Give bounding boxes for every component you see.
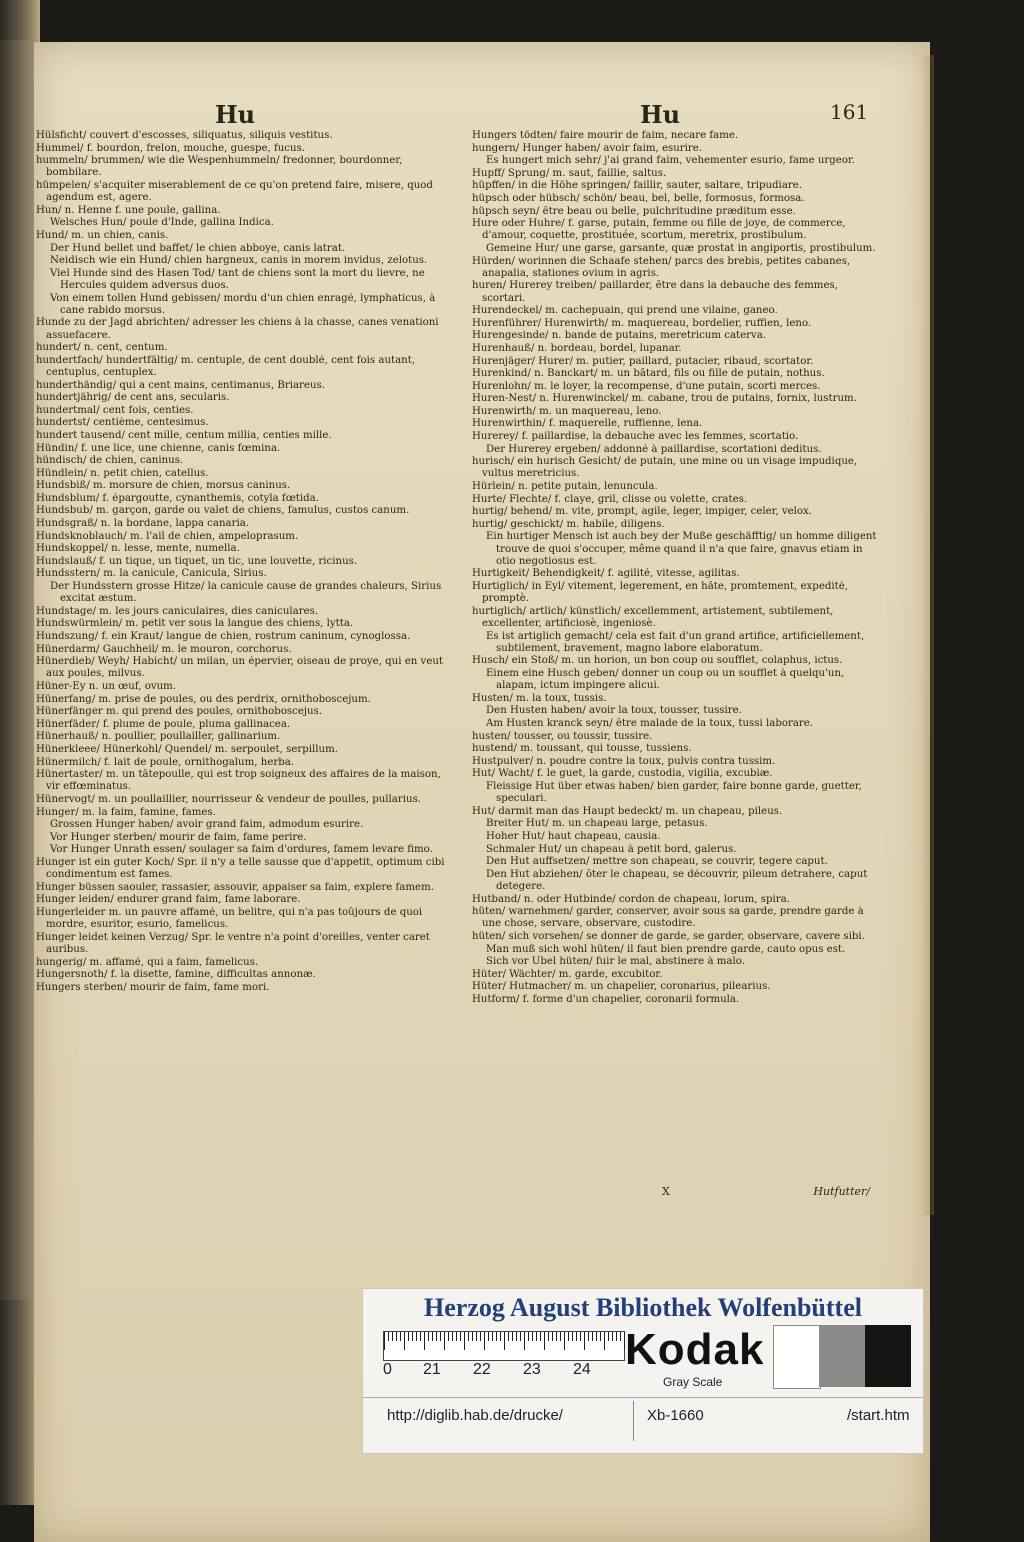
ruler-tick: [524, 1332, 525, 1350]
dictionary-entry: hundertmal/ cent fois, centies.: [36, 404, 194, 416]
dictionary-entry: Von einem tollen Hund gebissen/ mordu d'un chien enragé, lymphaticus, à cane rabido morsus.: [50, 292, 436, 316]
dictionary-entry: Hünervogt/ m. un poullaillier, nourrisseur & vendeur de poulles, pullarius.: [36, 793, 422, 805]
ruler-tick: [528, 1332, 529, 1341]
dictionary-entry: Hürlein/ n. petite putain, lenuncula.: [472, 481, 658, 493]
dictionary-entry: Hüter/ Hutmacher/ m. un chapelier, coronarius, pilearius.: [472, 981, 771, 993]
dictionary-entry: Hurenwirthin/ f. maquerelle, ruffienne, lena.: [472, 418, 703, 430]
dictionary-entry: Es ist artiglich gemacht/ cela est fait d'un grand artifice, artificiellement, subtilement, bravement, magno labore elaboratum.: [486, 630, 865, 654]
ruler-tick: [540, 1332, 541, 1341]
dictionary-entry: hundert/ n. cent, centum.: [36, 342, 168, 354]
dictionary-entry: hurtig/ behend/ m. vite, prompt, agile, leger, impiger, celer, velox.: [472, 506, 813, 518]
ruler-tick: [568, 1332, 569, 1341]
dictionary-entry: Hünerhauß/ n. poullier, poullailler, gallinarium.: [36, 731, 281, 743]
dictionary-entry: Hutform/ f. forme d'un chapelier, coronarii formula.: [472, 993, 740, 1005]
ruler-tick: [612, 1332, 613, 1341]
dictionary-entry: Hurenführer/ Hurenwirth/ m. maquereau, bordelier, ruffien, leno.: [472, 317, 812, 329]
ruler-tick: [608, 1332, 609, 1341]
dictionary-entry: Fleissige Hut über etwas haben/ bien garder, faire bonne garde, guetter, speculari.: [486, 780, 862, 805]
ruler-tick: [616, 1332, 617, 1341]
ruler-tick: [408, 1332, 409, 1341]
dictionary-entry: hustend/ m. toussant, qui tousse, tussiens.: [472, 743, 692, 755]
dictionary-entry: hundertjährig/ de cent ans, secularis.: [36, 392, 230, 404]
dictionary-entry: Hutband/ n. oder Hutbinde/ cordon de chapeau, lorum, spira.: [472, 893, 790, 905]
dictionary-entry: Vor Hunger sterben/ mourir de faim, fame perire.: [50, 831, 307, 843]
dictionary-entry: Hündin/ f. une lice, une chienne, canis fœmina.: [36, 442, 281, 454]
dictionary-entry: husten/ tousser, ou toussir, tussire.: [472, 730, 653, 742]
left-column: [36, 130, 456, 994]
ruler-tick: [600, 1332, 601, 1341]
dictionary-entry: Breiter Hut/ m. un chapeau large, petasus.: [486, 818, 708, 830]
dictionary-entry: Hünerdieb/ Weyh/ Habicht/ un milan, un épervier, oiseau de proye, qui en veut aux poules, milvus.: [36, 656, 444, 680]
dictionary-entry: Hure oder Huhre/ f. garse, putain, femme ou fille de joye, de commerce, d'amour, coquette, prostituée, scortum, meretrix, prostibulum.: [472, 218, 846, 242]
dictionary-entry: Der Hundsstern grosse Hitze/ la canicule cause de grandes chaleurs, Sirius excitat æstum.: [50, 581, 442, 605]
ruler-tick: [564, 1332, 565, 1350]
dictionary-entry: Sich vor Ubel hüten/ fuir le mal, abstinere à malo.: [486, 956, 745, 968]
dictionary-entry: Hustpulver/ n. poudre contre la toux, pulvis contra tussim.: [472, 755, 776, 767]
dictionary-entry: Hürden/ worinnen die Schaafe stehen/ parcs des brebis, petites cabanes, anapalia, stationes ovium in agris.: [472, 255, 851, 279]
dictionary-entry: Hundsgraß/ n. la bordane, lappa canaria.: [36, 518, 250, 530]
ruler-tick: [556, 1332, 557, 1341]
dictionary-entry: Hunger/ m. la faim, famine, fames.: [36, 806, 216, 818]
header-left-word: Hu: [215, 100, 256, 129]
dictionary-entry: hüten/ warnehmen/ garder, conserver, avoir sous sa garde, prendre garde à une chose, servare, observare, custodire.: [472, 906, 864, 930]
dictionary-entry: Hoher Hut/ haut chapeau, causia.: [486, 830, 661, 842]
dictionary-entry: Hund/ m. un chien, canis.: [36, 229, 169, 241]
ruler-tick: [484, 1332, 485, 1350]
gray-swatch-black: [865, 1325, 911, 1387]
dictionary-entry: Hünerfänger m. qui prend des poules, ornithoboscejus.: [36, 706, 323, 718]
start-path: /start.htm: [847, 1407, 910, 1424]
ruler-tick: [520, 1332, 521, 1341]
dictionary-entry: Hundszung/ f. ein Kraut/ langue de chien, rostrum caninum, cynoglossa.: [36, 631, 411, 643]
dictionary-entry: Hurenwirth/ m. un maquereau, leno.: [472, 405, 662, 417]
ruler-tick: [420, 1332, 421, 1341]
dictionary-entry: Husten/ m. la toux, tussis.: [472, 692, 607, 704]
catchword: Hutfutter/: [813, 1185, 870, 1198]
dictionary-entry: Hünermilch/ f. lait de poule, ornithogalum, herba.: [36, 756, 295, 768]
dictionary-entry: Hun/ n. Henne f. une poule, gallina.: [36, 204, 221, 216]
ruler-tick: [480, 1332, 481, 1341]
dictionary-entry: Der Hund bellet und baffet/ le chien abboye, canis latrat.: [50, 242, 346, 254]
gray-swatch-white: [773, 1325, 821, 1389]
dictionary-entry: hüpsch seyn/ être beau ou belle, pulchritudine præditum esse.: [472, 205, 796, 217]
ruler-tick: [496, 1332, 497, 1341]
library-url: http://diglib.hab.de/drucke/: [387, 1407, 563, 1424]
dictionary-entry: Hundslauß/ f. un tique, un tiquet, un tic, une louvette, ricinus.: [36, 555, 358, 567]
dictionary-entry: hummeln/ brummen/ wie die Wespenhummeln/ fredonner, bourdonner, bombilare.: [36, 155, 403, 179]
ruler-tick: [592, 1332, 593, 1341]
ruler-number: 0: [383, 1361, 392, 1378]
dictionary-entry: Einem eine Husch geben/ donner un coup ou un soufflet à quelqu'un, alapam, ictum impingere alicui.: [486, 668, 845, 692]
dictionary-entry: Hünerfang/ m. prise de poules, ou des perdrix, ornithoboscejum.: [36, 693, 371, 705]
dictionary-entry: Hünerdarm/ Gauchheil/ m. le mouron, corchorus.: [36, 643, 292, 655]
ruler-tick: [392, 1332, 393, 1341]
dictionary-entry: Hunde zu der Jagd abrichten/ adresser les chiens à la chasse, canes venationi assuefacere.: [36, 317, 439, 341]
ruler-tick: [604, 1332, 605, 1350]
ruler-tick: [512, 1332, 513, 1341]
dictionary-entry: Hundsbiß/ m. morsure de chien, morsus caninus.: [36, 480, 291, 492]
dictionary-entry: Hundsknoblauch/ m. l'ail de chien, ampeloprasum.: [36, 530, 299, 542]
dictionary-entry: Hundsstern/ m. la canicule, Canicula, Sirius.: [36, 568, 267, 580]
dictionary-entry: Hüter/ Wächter/ m. garde, excubitor.: [472, 968, 663, 980]
dictionary-entry: hümpelen/ s'acquiter miserablement de ce qu'on pretend faire, misere, quod agendum est, agere.: [36, 179, 433, 204]
dictionary-entry: Hupff/ Sprung/ m. saut, faillie, saltus.: [472, 167, 667, 179]
previous-page-sliver: [0, 40, 38, 1300]
dictionary-entry: Man muß sich wohl hüten/ il faut bien prendre garde, cauto opus est.: [486, 943, 846, 955]
dictionary-entry: hungern/ Hunger haben/ avoir faim, esurire.: [472, 142, 703, 154]
ruler-tick: [500, 1332, 501, 1341]
ruler-tick: [544, 1332, 545, 1350]
dictionary-entry: Hundsbub/ m. garçon, garde ou valet de chiens, famulus, custos canum.: [36, 505, 410, 517]
dictionary-entry: Hünerkleee/ Hünerkohl/ Quendel/ m. serpoulet, serpillum.: [36, 743, 338, 755]
library-title: Herzog August Bibliothek Wolfenbüttel: [424, 1293, 862, 1322]
dictionary-entry: Hundsblum/ f. épargoutte, cynanthemis, cotyla fœtida.: [36, 492, 319, 504]
dictionary-entry: Den Hut abziehen/ ôter le chapeau, se découvrir, pileum detrahere, caput detegere.: [486, 868, 868, 892]
shelfmark: Xb-1660: [647, 1407, 704, 1424]
scale-ruler: [383, 1331, 625, 1361]
dictionary-entry: Hülsficht/ couvert d'escosses, siliquatus, siliquis vestitus.: [36, 130, 333, 141]
dictionary-entry: Hurenkind/ n. Banckart/ m. un bâtard, fils ou fille de putain, nothus.: [472, 368, 825, 380]
footer-separator: [633, 1401, 634, 1441]
ruler-tick: [416, 1332, 417, 1341]
signature-mark: X: [662, 1185, 670, 1198]
ruler-number: 22: [473, 1361, 491, 1378]
dictionary-entry: Hundskoppel/ n. lesse, mente, numella.: [36, 543, 240, 555]
dictionary-entry: Hungersnoth/ f. la disette, famine, difficultas annonæ.: [36, 969, 316, 981]
dictionary-entry: Den Husten haben/ avoir la toux, tousser, tussire.: [486, 705, 742, 717]
ruler-tick: [452, 1332, 453, 1341]
dictionary-entry: Viel Hunde sind des Hasen Tod/ tant de chiens sont la mort du lievre, ne Hercules quidem adversus duos.: [50, 267, 425, 291]
ruler-tick: [560, 1332, 561, 1341]
dictionary-entry: Hünerfäder/ f. plume de poule, pluma gallinacea.: [36, 718, 291, 730]
ruler-tick: [548, 1332, 549, 1341]
dictionary-entry: hüpffen/ in die Höhe springen/ faillir, sauter, saltare, tripudiare.: [472, 180, 803, 192]
dictionary-entry: hüten/ sich vorsehen/ se donner de garde, se garder, observare, cavere sibi.: [472, 930, 865, 942]
library-color-card: [362, 1288, 924, 1454]
dictionary-entry: Huren-Nest/ n. Hurenwinckel/ m. cabane, trou de putains, fornix, lustrum.: [472, 393, 857, 405]
dictionary-entry: Hunger leidet keinen Verzug/ Spr. le ventre n'a point d'oreilles, venter caret auribus.: [36, 931, 430, 955]
ruler-tick: [488, 1332, 489, 1341]
ruler-tick: [436, 1332, 437, 1341]
page-number: 161: [830, 100, 869, 124]
dictionary-entry: Vor Hunger Unrath essen/ soulager sa faim d'ordures, famem levare fimo.: [50, 844, 433, 856]
dictionary-entry: hundertst/ centième, centesimus.: [36, 417, 209, 429]
dictionary-entry: Schmaler Hut/ un chapeau à petit bord, galerus.: [486, 843, 737, 855]
ruler-number: 24: [573, 1361, 591, 1378]
dictionary-entry: Hut/ darmit man das Haupt bedeckt/ m. un chapeau, pileus.: [472, 805, 783, 817]
dictionary-entry: hungerig/ m. affamé, qui a faim, famelicus.: [36, 956, 259, 968]
ruler-tick: [596, 1332, 597, 1341]
dictionary-entry: Hunger ist ein guter Koch/ Spr. il n'y a telle sausse que d'appetit, optimum cibi condimentum est fames.: [36, 856, 445, 881]
dictionary-entry: hundertfach/ hundertfältig/ m. centuple, de cent doublé, cent fois autant, centuplus, centuplex.: [36, 354, 416, 378]
ruler-tick: [444, 1332, 445, 1350]
ruler-tick: [516, 1332, 517, 1341]
dictionary-entry: Hurte/ Flechte/ f. claye, gril, clisse ou volette, crates.: [472, 493, 748, 505]
ruler-tick: [456, 1332, 457, 1341]
dictionary-entry: hurtig/ geschickt/ m. habile, diligens.: [472, 518, 665, 530]
ruler-tick: [448, 1332, 449, 1341]
header-right-word: Hu: [640, 100, 681, 129]
ruler-tick: [620, 1332, 621, 1341]
dictionary-entry: hunderthändig/ qui a cent mains, centimanus, Briareus.: [36, 379, 325, 391]
dictionary-entry: Hut/ Wacht/ f. le guet, la garde, custodia, vigilia, excubiæ.: [472, 768, 773, 780]
ruler-tick: [552, 1332, 553, 1341]
dictionary-entry: Ein hurtiger Mensch ist auch bey der Muße geschäfftig/ un homme diligent trouve de quoi s'occuper, même quand il n'a que faire, gnavus etiam in otio negotiosus est.: [486, 531, 877, 567]
ruler-tick: [572, 1332, 573, 1341]
ruler-tick: [404, 1332, 405, 1350]
ruler-number: 21: [423, 1361, 441, 1378]
dictionary-entry: Hundstage/ m. les jours caniculaires, dies caniculares.: [36, 605, 319, 617]
dictionary-entry: Hurerey/ f. paillardise, la debauche avec les femmes, scortatio.: [472, 431, 799, 443]
ruler-tick: [584, 1332, 585, 1350]
ruler-tick: [536, 1332, 537, 1341]
ruler-tick: [580, 1332, 581, 1341]
dictionary-entry: Hungerleider m. un pauvre affamé, un belitre, qui n'a pas toûjours de quoi mordre, esuritor, esurio, famelicus.: [36, 906, 423, 931]
ruler-tick: [388, 1332, 389, 1341]
dictionary-entry: Hunger büssen saouler, rassasier, assouvir, appaiser sa faim, explere famem.: [36, 881, 434, 893]
dictionary-entry: hündisch/ de chien, caninus.: [36, 455, 184, 467]
ruler-tick: [468, 1332, 469, 1341]
dictionary-entry: hundert tausend/ cent mille, centum millia, centies mille.: [36, 429, 332, 441]
dictionary-entry: Den Hut auffsetzen/ mettre son chapeau, se couvrir, tegere caput.: [486, 856, 828, 868]
ruler-tick: [440, 1332, 441, 1341]
ruler-tick: [400, 1332, 401, 1341]
dictionary-entry: Hurengesinde/ n. bande de putains, meretricum caterva.: [472, 330, 767, 342]
dictionary-entry: Hurtigkeit/ Behendigkeit/ f. agilité, vitesse, agilitas.: [472, 568, 740, 580]
dictionary-entry: Hurenjäger/ Hurer/ m. putier, paillard, putacier, ribaud, scortator.: [472, 355, 814, 367]
ruler-tick: [472, 1332, 473, 1341]
dictionary-entry: Grossen Hunger haben/ avoir grand faim, admodum esurire.: [50, 819, 364, 831]
ruler-tick: [424, 1332, 425, 1350]
dictionary-entry: Gemeine Hur/ une garse, garsante, quæ prostat in angiportis, prostibulum.: [486, 242, 876, 254]
dictionary-entry: Hunger leiden/ endurer grand faim, fame laborare.: [36, 894, 301, 906]
kodak-logo: Kodak: [625, 1325, 765, 1374]
ruler-tick: [504, 1332, 505, 1350]
ruler-tick: [428, 1332, 429, 1341]
dictionary-entry: Neidisch wie ein Hund/ chien hargneux, canis in morem invidus, zelotus.: [50, 255, 428, 267]
dictionary-entry: Der Hurerey ergeben/ addonné à paillardise, scortationi deditus.: [486, 443, 822, 455]
card-divider: [363, 1397, 923, 1398]
dictionary-entry: hüpsch oder hübsch/ schön/ beau, bel, belle, formosus, formosa.: [472, 192, 805, 204]
dictionary-entry: Hungers tödten/ faire mourir de faim, necare fame.: [472, 130, 739, 141]
dictionary-entry: Hundswürmlein/ m. petit ver sous la langue des chiens, lytta.: [36, 618, 354, 630]
ruler-tick: [464, 1332, 465, 1350]
dictionary-entry: Hurendeckel/ m. cachepuain, qui prend une vilaine, ganeo.: [472, 305, 778, 317]
ruler-tick: [576, 1332, 577, 1341]
ruler-tick: [432, 1332, 433, 1341]
gray-swatch-mid: [819, 1325, 865, 1387]
dictionary-entry: Am Husten kranck seyn/ être malade de la toux, tussi laborare.: [486, 718, 814, 729]
ruler-tick: [588, 1332, 589, 1341]
ruler-tick: [508, 1332, 509, 1341]
dictionary-entry: Hünertaster/ m. un tâtepoulle, qui est trop soigneux des affaires de la maison, vir effœminatus.: [36, 769, 441, 793]
right-column: [472, 130, 884, 1006]
ruler-tick: [532, 1332, 533, 1341]
ruler-tick: [384, 1332, 385, 1350]
dictionary-entry: huren/ Hurerey treiben/ paillarder, être dans la debauche des femmes, scortari.: [472, 280, 838, 304]
dictionary-entry: Hurenhauß/ n. bordeau, bordel, lupanar.: [472, 342, 682, 354]
ruler-number: 23: [523, 1361, 541, 1378]
dictionary-entry: Hüner-Ey n. un œuf, ovum.: [36, 681, 177, 692]
gray-scale-label: Gray Scale: [663, 1375, 723, 1389]
dictionary-entry: Hungers sterben/ mourir de faim, fame mori.: [36, 981, 270, 993]
dictionary-entry: Hündlein/ n. petit chien, catellus.: [36, 467, 209, 479]
ruler-tick: [412, 1332, 413, 1341]
dictionary-entry: Husch/ ein Stoß/ m. un horion, un bon coup ou soufflet, colaphus, ictus.: [472, 655, 843, 667]
dictionary-entry: hurisch/ ein hurisch Gesicht/ de putain, une mine ou un visage impudique, vultus meretricius.: [472, 456, 858, 480]
ruler-tick: [396, 1332, 397, 1341]
dictionary-entry: Hummel/ f. bourdon, frelon, mouche, guespe, fucus.: [36, 142, 306, 154]
ruler-tick: [460, 1332, 461, 1341]
dictionary-entry: hurtiglich/ artlich/ künstlich/ excellemment, artistement, subtilement, excellenter, artificiosè, ingeniosè.: [472, 605, 834, 630]
dictionary-entry: Hurenlohn/ m. le loyer, la recompense, d'une putain, scorti merces.: [472, 380, 821, 392]
ruler-tick: [492, 1332, 493, 1341]
page-edge-shadow: [920, 55, 934, 1215]
dictionary-entry: Hurtiglich/ in Eyl/ vitement, legerement, en hâte, promtement, expeditè, promptè.: [472, 581, 848, 605]
dictionary-entry: Es hungert mich sehr/ j'ai grand faim, vehementer esurio, fame urgeor.: [486, 155, 855, 167]
dictionary-entry: Welsches Hun/ poule d'Inde, gallina Indica.: [50, 217, 274, 229]
ruler-tick: [476, 1332, 477, 1341]
